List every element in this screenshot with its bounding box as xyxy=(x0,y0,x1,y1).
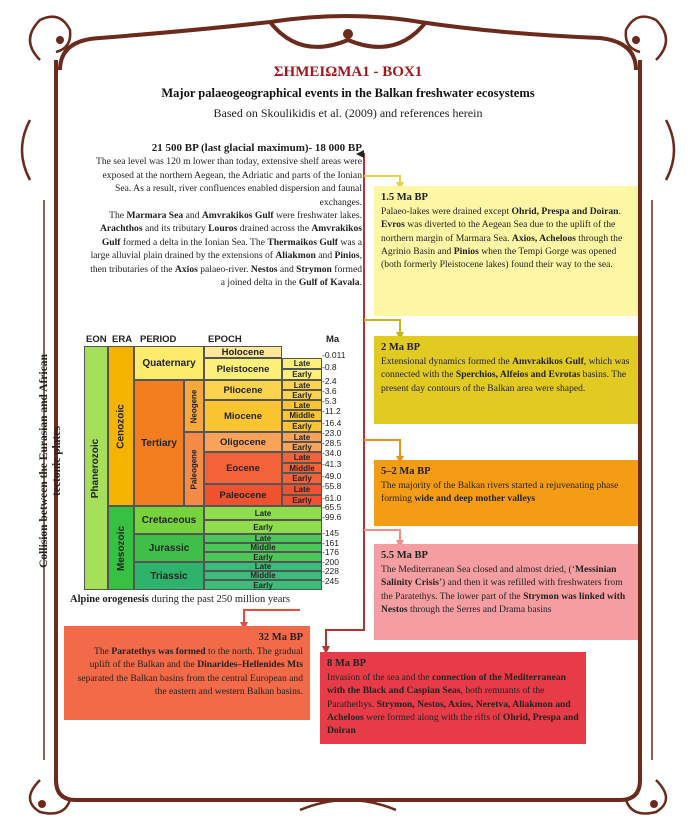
col-header-eon: EON xyxy=(86,334,107,345)
subepoch-16: Early xyxy=(204,520,322,534)
subepoch-10: Late xyxy=(282,452,322,463)
subepoch-2: Early xyxy=(282,369,322,380)
subepoch-13: Late xyxy=(282,484,322,495)
subepoch-15: Late xyxy=(204,506,322,520)
ma-value-13: -55.8 xyxy=(322,481,342,491)
ma-value-2: -0.8 xyxy=(322,362,337,372)
event-heading: 5–2 Ma BP xyxy=(381,466,431,477)
period-tertiary: Tertiary xyxy=(134,380,184,506)
ma-value-15: -65.5 xyxy=(322,502,342,512)
period-cretaceous: Cretaceous xyxy=(134,506,204,534)
ma-value-3: -2.4 xyxy=(322,376,337,386)
lgm-text-block xyxy=(90,142,362,289)
page-subtitle: Major palaeogeographical events in the Balkan freshwater ecosystems xyxy=(161,86,535,100)
subepoch-18: Middle xyxy=(204,543,322,552)
event-heading: 5.5 Ma BP xyxy=(381,550,428,561)
source-note: Based on Skoulikidis et al. (2009) and references herein xyxy=(213,106,483,120)
ma-value-14: -61.0 xyxy=(322,493,342,503)
ma-value-22: -245 xyxy=(322,576,340,586)
subepoch-6: Middle xyxy=(282,410,322,421)
alpine-orogenesis-caption: Alpine orogenesis during the past 250 million years xyxy=(70,594,291,605)
ma-value-1: -0.011 xyxy=(322,350,346,360)
epoch-paleocene: Paleocene xyxy=(204,484,282,506)
subepoch-7: Early xyxy=(282,421,322,432)
subperiod-paleogene: Paleogene xyxy=(184,432,204,506)
epoch-pleistocene: Pleistocene xyxy=(204,358,282,380)
lgm-heading: 21 500 BP (last glacial maximum)- 18 000 BP xyxy=(151,142,362,154)
epoch-miocene: Miocene xyxy=(204,400,282,432)
subepoch-12: Early xyxy=(282,473,322,484)
event-box-5-5-ma: 5.5 Ma BP The Mediterranean Sea closed and almost dried, (‘Messinian Salinity Crisis’) and then it was refilled with freshwaters from the Paratethys. The lower part of the Strymon was linked with Nestos through the Serres and Drama basins xyxy=(374,544,638,640)
subepoch-9: Early xyxy=(282,442,322,452)
ma-value-12: -49.0 xyxy=(322,471,342,481)
ma-value-4: -3.6 xyxy=(322,386,337,396)
ma-value-19: -176 xyxy=(322,547,340,557)
period-quaternary: Quaternary xyxy=(134,346,204,380)
event-heading: 2 Ma BP xyxy=(381,342,421,353)
ma-value-8: -23.0 xyxy=(322,428,342,438)
event-heading: 8 Ma BP xyxy=(327,658,367,669)
subepoch-17: Late xyxy=(204,534,322,543)
col-header-era: ERA xyxy=(112,334,133,345)
event-box-8-ma: 8 Ma BP Invasion of the sea and the connection of the Mediterranean with the Black and Caspian Seas, both remnants of the Parathethys. Strymon, Nestos, Axios, Neretva, Aliakmon and Acheloos were formed along with the rifts of Ohrid, Prespa and Doiran xyxy=(320,652,586,744)
lgm-paragraph-2: The Marmara Sea and Amvrakikos Gulf were freshwater lakes. Arachthos and its tributary Louros drained across the Amvrakikos Gulf formed a delta in the Ionian Sea. The Thermaikos Gulf was a large alluvial plain drained by the extensions of Aliakmon and Pinios, then tributaries of the Axios palaeo-river. Nestos and Strymon formed a joined delta in the Gulf of Kavala. xyxy=(90,210,362,289)
subepoch-3: Late xyxy=(282,380,322,390)
subperiod-neogene: Neogene xyxy=(184,380,204,432)
subepoch-11: Middle xyxy=(282,463,322,473)
collision-label: Collision between the Eurasian and African tectonic plates xyxy=(38,354,63,568)
epoch-pliocene: Pliocene xyxy=(204,380,282,400)
col-header-period: PERIOD xyxy=(140,334,177,345)
epoch-holocene: Holocene xyxy=(204,346,282,358)
ma-value-5: -5.3 xyxy=(322,396,337,406)
epoch-oligocene: Oligocene xyxy=(204,432,282,452)
period-jurassic: Jurassic xyxy=(134,534,204,562)
era-mesozoic: Mesozoic xyxy=(108,506,134,590)
event-box-5-2-ma: 5–2 Ma BP The majority of the Balkan rivers started a rejuvenating phase forming wide and deep mother valleys xyxy=(374,460,638,526)
ma-value-20: -200 xyxy=(322,557,340,567)
epoch-eocene: Eocene xyxy=(204,452,282,484)
lgm-paragraph-1: The sea level was 120 m lower than today, extensive shelf areas were exposed at the northern Aegean, the Adriatic and parts of the Ionian Sea. As a result, river confluences enabled dispersion and faunal exchanges. xyxy=(95,156,362,208)
ma-value-11: -41.3 xyxy=(322,459,342,469)
event-box-32-ma: 32 Ma BP The Paratethys was formed to the north. The gradual uplift of the Balkan and the Dinarides–Hellenides Mts separated the Balkan basins from the central European and the eastern and western Balkan basins. xyxy=(64,626,310,720)
period-triassic: Triassic xyxy=(134,562,204,590)
col-header-ma: Ma xyxy=(326,334,340,345)
event-box-2-ma: 2 Ma BP Extensional dynamics formed the Amvrakikos Gulf, which was connected with the Sperchios, Alfeios and Evrotas basins. The present day contours of the Balkan area were shaped. xyxy=(374,336,638,424)
page-title: ΣΗΜΕΙΩΜΑ1 - BOX1 xyxy=(273,64,423,80)
ma-value-21: -228 xyxy=(322,566,340,576)
col-header-epoch: EPOCH xyxy=(208,334,242,345)
ma-value-7: -16.4 xyxy=(322,418,342,428)
event-heading: 32 Ma BP xyxy=(258,632,303,643)
subepoch-21: Middle xyxy=(204,571,322,580)
ma-value-6: -11.2 xyxy=(322,406,341,416)
subepoch-1: Late xyxy=(282,358,322,369)
subepoch-14: Early xyxy=(282,495,322,506)
subepoch-4: Early xyxy=(282,390,322,400)
ma-value-9: -28.5 xyxy=(322,438,342,448)
event-heading: 1.5 Ma BP xyxy=(381,192,428,203)
subepoch-20: Late xyxy=(204,562,322,571)
eon-phanerozoic: Phanerozoic xyxy=(84,346,108,590)
subepoch-22: Early xyxy=(204,580,322,590)
subepoch-8: Late xyxy=(282,432,322,442)
ma-value-16: -99.6 xyxy=(322,512,342,522)
ma-value-18: -161 xyxy=(322,538,340,548)
ma-value-10: -34.0 xyxy=(322,448,342,458)
subepoch-19: Early xyxy=(204,552,322,562)
era-cenozoic: Cenozoic xyxy=(108,346,134,506)
ma-value-17: -145 xyxy=(322,528,340,538)
event-box-1-5-ma: 1.5 Ma BP Palaeo-lakes were drained except Ohrid, Prespa and Doiran. Evros was diverted to the Aegean Sea due to the uplift of the northern margin of Marmara Sea. Axios, Acheloos through the Agrinio Basin and Pinios when the Tempi Gorge was opened (both formerly Pleistocene lakes) found their way to the sea. xyxy=(374,186,638,316)
subepoch-5: Late xyxy=(282,400,322,410)
